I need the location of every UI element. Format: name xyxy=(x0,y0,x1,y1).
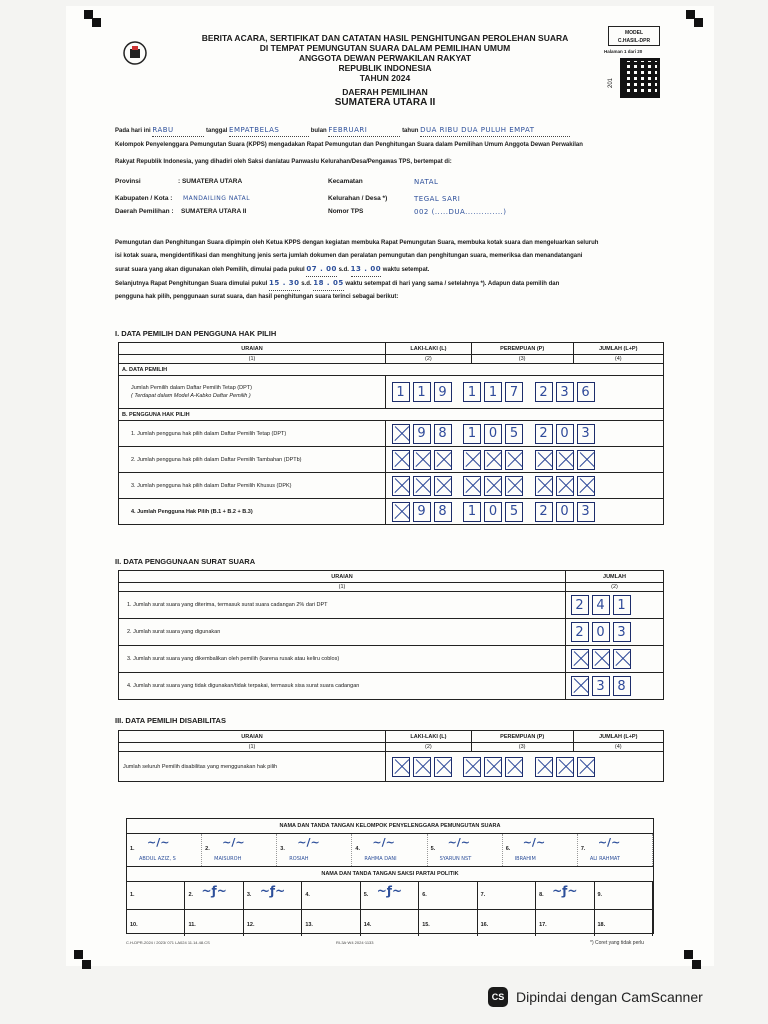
signature-scribble: ~/~ xyxy=(447,836,471,849)
saksi-signature-cell xyxy=(478,910,536,936)
saksi-title: NAMA DAN TANDA TANGAN SAKSI PARTAI POLITIK xyxy=(127,867,653,882)
digit-box: 2 xyxy=(535,382,553,402)
digit-box: 0 xyxy=(556,502,574,522)
kabupaten-label: Kabupaten / Kota : xyxy=(115,195,173,202)
saksi-signature-cell xyxy=(478,882,536,909)
digit-box: 5 xyxy=(505,502,523,522)
crossed-digit-box xyxy=(392,424,410,444)
signature-scribble: ~ƒ~ xyxy=(201,884,227,898)
digit-box: 1 xyxy=(463,502,481,522)
digit-box: 1 xyxy=(413,382,431,402)
crossed-digit-box xyxy=(535,450,553,470)
kpps-name: SYARUN NST xyxy=(439,856,472,862)
kpps-signature-cell xyxy=(127,834,202,866)
digit-box: 1 xyxy=(463,382,481,402)
crossed-digit-box xyxy=(434,450,452,470)
signature-scribble: ~/~ xyxy=(597,836,621,849)
digit-box: 0 xyxy=(592,622,610,642)
b4-digits xyxy=(386,499,664,525)
camscanner-label: Dipindai dengan CamScanner xyxy=(516,989,703,1005)
crossed-digit-box xyxy=(577,450,595,470)
saksi-number: 12. xyxy=(246,922,255,928)
crossed-digit-box xyxy=(556,450,574,470)
s2-r4-digits xyxy=(566,673,664,700)
signature-scribble: ~ƒ~ xyxy=(259,884,286,898)
crossed-digit-box xyxy=(571,676,589,696)
signature-scribble: ~/~ xyxy=(222,836,245,849)
saksi-signature-cell xyxy=(127,882,185,909)
crossed-digit-box xyxy=(413,476,431,496)
intro-paragraph: Kelompok Penyelenggara Pemungutan Suara (KPPS) mengadakan Rapat Pemungutan dan Penghitungan Suara dalam Pemilihan Umum Anggota Dewan Perwakilan Rakyat Republik Indonesia, yang dihadiri oleh Saksi dan/atau Panwaslu Kelurahan/Desa/Pengawas TPS, bertempat di: xyxy=(115,142,583,165)
digit-box: 3 xyxy=(556,382,574,402)
kpps-number: 5. xyxy=(430,846,436,852)
digit-box: 1 xyxy=(484,382,502,402)
digit-box: 9 xyxy=(413,424,431,444)
saksi-signature-cell xyxy=(361,910,419,936)
crossed-digit-box xyxy=(556,476,574,496)
saksi-row-2 xyxy=(127,910,653,936)
signature-scribble: ~/~ xyxy=(522,836,546,849)
saksi-number: 15. xyxy=(422,922,430,928)
crossed-digit-box xyxy=(484,450,502,470)
saksi-number: 6. xyxy=(422,892,427,898)
saksi-number: 8. xyxy=(539,892,544,898)
digit-box: 5 xyxy=(505,424,523,444)
kpps-number: 6. xyxy=(505,846,511,852)
a-row1-digits xyxy=(386,376,664,409)
body-paragraph: Pemungutan dan Penghitungan Suara dipimpin oleh Ketua KPPS dengan kegiatan membuka Rapat Pemungutan Suara, membuka kotak suara dan mengeluarkan seluruh isi kotak suara, mengidentifikasi dan menghitung jenis serta jumlah dokumen dan peralatan pemungutan dan penghitungan suara, memeriksa dan menandatangani surat suara yang akan digunakan oleh Pemilih, dimulai pada pukul 07 . 00 s.d. 13 . 00 waktu setempat. Selanjutnya Rapat Penghitungan Suara dimulai pukul 15 . 30 s.d. 18 . 05 waktu setempat di hari yang sama / setelahnya *). Adapun data pemilih dan pengguna hak pilih, penggunaan surat suara, dan hasil penghitungan suara terinci sebagai berikut: xyxy=(115,240,599,300)
kpps-name: ALI RAHMAT xyxy=(589,856,620,862)
registration-mark xyxy=(92,18,101,27)
s2-r2-digits xyxy=(566,619,664,646)
digit-box: 3 xyxy=(577,424,595,444)
qr-code-icon xyxy=(620,58,660,98)
signature-scribble: ~ƒ~ xyxy=(376,884,403,898)
saksi-signature-cell xyxy=(595,910,653,936)
kelurahan-label: Kelurahan / Desa *) xyxy=(328,195,388,202)
kpps-name: ROSIAH xyxy=(289,856,309,862)
saksi-number: 4. xyxy=(305,892,310,898)
kpps-name: ABDUL AZIZ, S xyxy=(139,856,176,862)
footer-code: C.H-DPR-2024 / 2023/ 071 LA024 11.14.48.CS xyxy=(126,940,210,945)
saksi-number: 14. xyxy=(363,922,372,928)
crossed-digit-box xyxy=(505,476,523,496)
crossed-digit-box xyxy=(413,450,431,470)
kpps-signature-row xyxy=(127,834,653,867)
crossed-digit-box xyxy=(434,757,452,777)
saksi-signature-cell xyxy=(185,910,243,936)
digit-box: 0 xyxy=(556,424,574,444)
camscanner-icon: CS xyxy=(488,987,508,1007)
saksi-signature-cell xyxy=(419,882,477,909)
signature-scribble: ~/~ xyxy=(372,836,395,849)
kpps-number: 7. xyxy=(580,846,586,852)
digit-box: 0 xyxy=(484,502,502,522)
crossed-digit-box xyxy=(392,476,410,496)
camscanner-watermark xyxy=(488,986,703,1008)
registration-mark xyxy=(694,18,703,27)
crossed-digit-box xyxy=(392,502,410,522)
kpu-logo-icon xyxy=(122,40,148,66)
saksi-signature-cell xyxy=(244,910,302,936)
provinsi-label: Provinsi xyxy=(115,178,141,185)
signature-scribble: ~/~ xyxy=(297,836,320,849)
signature-block xyxy=(126,818,654,934)
crossed-digit-box xyxy=(577,476,595,496)
crossed-digit-box xyxy=(577,757,595,777)
saksi-number: 1. xyxy=(130,892,135,898)
digit-box: 9 xyxy=(434,382,452,402)
kpps-name: MAISUROH xyxy=(214,856,242,862)
crossed-digit-box xyxy=(463,476,481,496)
page-indicator: Halaman 1 dari 20 xyxy=(604,49,643,54)
section-2-table: URAIAN JUMLAH (1) (2) 1. Jumlah surat suara yang diterima, termasuk surat suara cadangan 2% dari DPT 2 4 1 2. Jumlah surat suara yang digunakan 2 0 3 3. Jumlah surat suara yang dikembalikan oleh pemilih (karena rusak atau keliru coblos) 4. Jumlah surat suara yang tidak digunakan/tidak terpakai, termasuk sisa surat suara cadangan 3 8 xyxy=(118,570,664,700)
hari-value: RABU xyxy=(152,125,204,137)
digit-box: 1 xyxy=(463,424,481,444)
signature-scribble: ~ƒ~ xyxy=(552,884,578,898)
crossed-digit-box xyxy=(413,757,431,777)
kpps-title: NAMA DAN TANDA TANGAN KELOMPOK PENYELENGGARA PEMUNGUTAN SUARA xyxy=(127,819,653,834)
section-2-title: II. DATA PENGGUNAAN SURAT SUARA xyxy=(115,557,256,566)
crossed-digit-box xyxy=(463,757,481,777)
crossed-digit-box xyxy=(505,450,523,470)
kpps-signature-cell xyxy=(578,834,653,866)
dapil-heading: SUMATERA UTARA II xyxy=(334,97,436,108)
bulan-value: FEBRUARI xyxy=(328,125,400,137)
kpps-name: IBRAHIM xyxy=(514,856,536,862)
doc-title: BERITA ACARA, SERTIFIKAT DAN CATATAN HASIL PENGHITUNGAN PEROLEHAN SUARA DI TEMPAT PEMUNGUTAN SUARA DALAM PEMILIHAN UMUM ANGGOTA DEWAN PERWAKILAN RAKYAT REPUBLIK INDONESIA TAHUN 2024 DAERAH PEMILIHAN SUMATERA UTARA II xyxy=(190,33,580,108)
saksi-number: 17. xyxy=(539,922,547,928)
digit-box: 2 xyxy=(535,424,553,444)
kpps-name: RAHMA DANI xyxy=(364,856,397,862)
saksi-number: 10. xyxy=(130,922,138,928)
kpps-signature-cell xyxy=(352,834,427,866)
kpps-signature-cell xyxy=(277,834,352,866)
crossed-digit-box xyxy=(463,450,481,470)
digit-box: 6 xyxy=(577,382,595,402)
dapil-label: Daerah Pemilihan : xyxy=(115,208,174,215)
crossed-digit-box xyxy=(535,476,553,496)
saksi-number: 3. xyxy=(246,892,252,898)
kpps-number: 1. xyxy=(130,846,135,852)
digit-box: 3 xyxy=(577,502,595,522)
saksi-number: 5. xyxy=(363,892,369,898)
crossed-digit-box xyxy=(434,476,452,496)
section-3-table: URAIAN LAKI-LAKI (L) PEREMPUAN (P) JUMLAH (L+P) (1) (2) (3) (4) Jumlah seluruh Pemilih disabilitas yang menggunakan hak pilih xyxy=(118,730,664,782)
section-3-title: III. DATA PEMILIH DISABILITAS xyxy=(115,716,226,725)
saksi-number: 16. xyxy=(480,922,489,928)
b3-digits xyxy=(386,473,664,499)
saksi-signature-cell xyxy=(536,882,594,909)
crossed-digit-box xyxy=(392,450,410,470)
provinsi-value: : SUMATERA UTARA xyxy=(178,178,243,185)
saksi-signature-cell xyxy=(361,882,419,909)
saksi-signature-cell xyxy=(185,882,243,909)
b2-digits xyxy=(386,447,664,473)
digit-box: 4 xyxy=(592,595,610,615)
digit-box: 1 xyxy=(392,382,410,402)
s2-r1-digits xyxy=(566,592,664,619)
digit-box: 8 xyxy=(613,676,631,696)
digit-box: 3 xyxy=(613,622,631,642)
crossed-digit-box xyxy=(613,649,631,669)
crossed-digit-box xyxy=(571,649,589,669)
kecamatan-label: Kecamatan xyxy=(328,178,363,185)
saksi-number: 13. xyxy=(305,922,313,928)
kpps-number: 4. xyxy=(355,846,361,852)
digit-box: 2 xyxy=(535,502,553,522)
crossed-digit-box xyxy=(592,649,610,669)
digit-box: 8 xyxy=(434,502,452,522)
saksi-row-1 xyxy=(127,882,653,910)
digit-box: 7 xyxy=(505,382,523,402)
qr-code-text: 201 xyxy=(608,77,615,89)
digit-box: 9 xyxy=(413,502,431,522)
digit-box: 2 xyxy=(571,595,589,615)
tps-value: 002 (.....DUA..............) xyxy=(414,208,507,216)
digit-box: 1 xyxy=(613,595,631,615)
registration-mark xyxy=(74,950,83,959)
kpps-number: 3. xyxy=(280,846,285,852)
saksi-number: 2. xyxy=(188,892,194,898)
digit-box: 0 xyxy=(484,424,502,444)
intro-line: Pada hari ini RABU tanggal EMPATBELAS bulan FEBRUARI tahun DUA RIBU DUA PULUH EMPAT xyxy=(115,125,675,137)
tahun-value: DUA RIBU DUA PULUH EMPAT xyxy=(420,125,570,137)
registration-mark xyxy=(82,960,91,969)
s2-r3-digits xyxy=(566,646,664,673)
s3-r1-digits xyxy=(386,752,664,782)
saksi-signature-cell xyxy=(419,910,477,936)
footer-code-mid: RI-3A·W4 2024·1133 xyxy=(336,940,374,945)
registration-mark xyxy=(692,960,701,969)
digit-box: 2 xyxy=(571,622,589,642)
saksi-signature-cell xyxy=(302,882,360,909)
model-box: MODEL C.HASIL-DPR xyxy=(608,26,660,46)
crossed-digit-box xyxy=(484,757,502,777)
saksi-signature-cell xyxy=(536,910,594,936)
kecamatan-value: NATAL xyxy=(414,178,439,186)
saksi-number: 7. xyxy=(480,892,486,898)
crossed-digit-box xyxy=(535,757,553,777)
crossed-digit-box xyxy=(556,757,574,777)
dapil-value: SUMATERA UTARA II xyxy=(181,208,247,215)
section-1-title: I. DATA PEMILIH DAN PENGGUNA HAK PILIH xyxy=(115,329,277,338)
kpps-signature-cell xyxy=(428,834,503,866)
digit-box: 8 xyxy=(434,424,452,444)
kabupaten-value: MANDAILING NATAL xyxy=(183,195,251,202)
saksi-number: 11. xyxy=(188,922,196,928)
digit-box: 3 xyxy=(592,676,610,696)
crossed-digit-box xyxy=(392,757,410,777)
saksi-signature-cell xyxy=(244,882,302,909)
tanggal-value: EMPATBELAS xyxy=(229,125,309,137)
kpps-signature-cell xyxy=(202,834,277,866)
saksi-number: 18. xyxy=(597,922,606,928)
saksi-signature-cell xyxy=(127,910,185,936)
section-1-table: URAIAN LAKI-LAKI (L) PEREMPUAN (P) JUMLAH (L+P) (1) (2) (3) (4) A. DATA PEMILIH Jumlah Pemilih dalam Daftar Pemilih Tetap (DPT) ( Terdapat dalam Model A-Kabko Daftar Pemilih ) 1 1 9 1 1 7 2 3 6 B. PENGGUNA HAK PILIH 1. Jumlah pengguna hak pilih dalam Daftar Pemilih Tetap (DPT) 9 8 1 0 5 2 0 3 2. Jumlah pengguna hak pilih dalam Daftar Pemilih Tambahan (DPTb) 3. Jumlah pengguna hak pilih dalam Daftar Pemilih Khusus (DPK) 4. Jumlah Pengguna Hak Pilih (B.1 + B.2 + B.3) 9 8 1 0 5 2 0 3 xyxy=(118,342,664,525)
kelurahan-value: TEGAL SARI xyxy=(414,195,461,203)
saksi-number: 9. xyxy=(597,892,603,898)
saksi-signature-cell xyxy=(595,882,653,909)
saksi-signature-cell xyxy=(302,910,360,936)
footnote: *) Coret yang tidak perlu xyxy=(590,940,644,946)
b1-digits xyxy=(386,421,664,447)
tps-label: Nomor TPS xyxy=(328,208,364,215)
registration-mark xyxy=(684,950,693,959)
crossed-digit-box xyxy=(505,757,523,777)
crossed-digit-box xyxy=(484,476,502,496)
kpps-number: 2. xyxy=(205,846,210,852)
kpps-signature-cell xyxy=(503,834,578,866)
signature-scribble: ~/~ xyxy=(147,836,170,849)
